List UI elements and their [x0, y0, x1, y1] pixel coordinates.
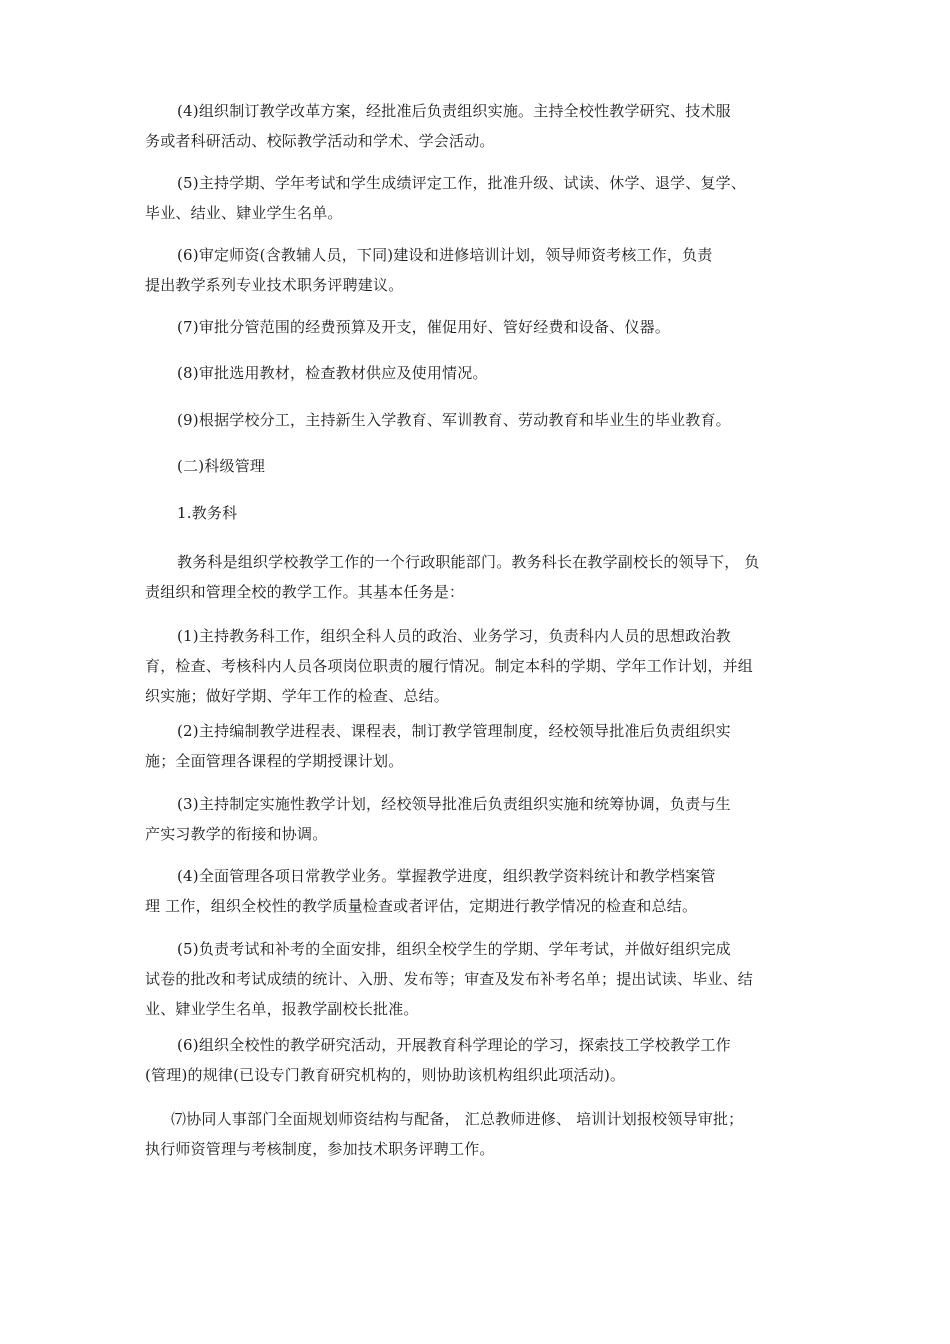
paragraph-principal-duty-7 — [145, 312, 825, 342]
subsection-heading-academic-affairs — [145, 498, 825, 528]
paragraph-line: 产实习教学的衔接和协调。 — [145, 825, 328, 843]
paragraph-line: 责组织和管理全校的教学工作。其基本任务是： — [145, 583, 465, 601]
paragraph-line: (6)审定师资(含教辅人员，下同)建设和进修培训计划，领导师资考核工作，负责 — [177, 246, 713, 264]
paragraph-principal-duty-9 — [145, 405, 825, 435]
paragraph-line: 织实施；做好学期、学年工作的检查、总结。 — [145, 687, 450, 705]
paragraph-line: (5)主持学期、学年考试和学生成绩评定工作，批准升级、试读、休学、退学、复学、 — [177, 174, 747, 192]
paragraph-academic-affairs-intro — [145, 547, 825, 607]
paragraph-line: 教务科是组织学校教学工作的一个行政职能部门。教务科长在教学副校长的领导下， 负 — [177, 553, 760, 571]
paragraph-principal-duty-6 — [145, 240, 825, 300]
paragraph-line: 理 工作，组织全校性的教学质量检查或者评估，定期进行教学情况的检查和总结。 — [145, 897, 698, 915]
paragraph-principal-duty-8 — [145, 358, 825, 388]
paragraph-principal-duty-4 — [145, 96, 825, 156]
paragraph-principal-duty-5 — [145, 168, 825, 228]
paragraph-line: 提出教学系列专业技术职务评聘建议。 — [145, 276, 404, 294]
subsection-heading: 1.教务科 — [177, 504, 238, 522]
paragraph-line: 试卷的批改和考试成绩的统计、入册、发布等；审查及发布补考名单；提出试读、毕业、结 — [145, 970, 754, 988]
paragraph-line: (2)主持编制教学进程表、课程表，制订教学管理制度，经校领导批准后负责组织实 — [177, 722, 731, 740]
paragraph-affairs-duty-7 — [145, 1104, 825, 1164]
paragraph-line: (4)全面管理各项日常教学业务。掌握教学进度，组织教学资料统计和教学档案管 — [177, 867, 716, 885]
paragraph-affairs-duty-3 — [145, 789, 825, 849]
paragraph-line: 育，检查、考核科内人员各项岗位职责的履行情况。制定本科的学期、学年工作计划，并组 — [145, 657, 754, 675]
paragraph-line: (7)审批分管范围的经费预算及开支，催促用好、管好经费和设备、仪器。 — [177, 318, 671, 336]
paragraph-line: 业、肄业学生名单，报教学副校长批准。 — [145, 1000, 419, 1018]
section-heading: (二)科级管理 — [177, 457, 266, 475]
paragraph-line: (管理)的规律(已设专门教育研究机构的，则协助该机构组织此项活动)。 — [145, 1066, 626, 1084]
section-heading-department-management — [145, 451, 825, 481]
paragraph-line: (1)主持教务科工作，组织全科人员的政治、业务学习，负责科内人员的思想政治教 — [177, 627, 731, 645]
paragraph-line: 毕业、结业、肄业学生名单。 — [145, 204, 343, 222]
paragraph-line: (9)根据学校分工，主持新生入学教育、军训教育、劳动教育和毕业生的毕业教育。 — [177, 411, 731, 429]
paragraph-line: 施；全面管理各课程的学期授课计划。 — [145, 752, 404, 770]
paragraph-line: (5)负责考试和补考的全面安排，组织全校学生的学期、学年考试，并做好组织完成 — [177, 940, 731, 958]
paragraph-line: (6)组织全校性的教学研究活动，开展教育科学理论的学习，探索技工学校教学工作 — [177, 1036, 731, 1054]
paragraph-affairs-duty-6 — [145, 1030, 825, 1090]
paragraph-affairs-duty-5 — [145, 934, 825, 1024]
paragraph-line: ⑺协同人事部门全面规划师资结构与配备， 汇总教师进修、 培训计划报校领导审批； — [171, 1110, 744, 1128]
paragraph-line: (4)组织制订教学改革方案，经批准后负责组织实施。主持全校性教学研究、技术服 — [177, 102, 731, 120]
paragraph-line: (3)主持制定实施性教学计划，经校领导批准后负责组织实施和统筹协调，负责与生 — [177, 795, 731, 813]
paragraph-line: 执行师资管理与考核制度，参加技术职务评聘工作。 — [145, 1140, 495, 1158]
paragraph-line: (8)审批选用教材，检查教材供应及使用情况。 — [177, 364, 488, 382]
paragraph-affairs-duty-1 — [145, 621, 825, 711]
paragraph-line: 务或者科研活动、校际教学活动和学术、学会活动。 — [145, 132, 495, 150]
paragraph-affairs-duty-2 — [145, 716, 825, 776]
paragraph-affairs-duty-4 — [145, 861, 825, 921]
